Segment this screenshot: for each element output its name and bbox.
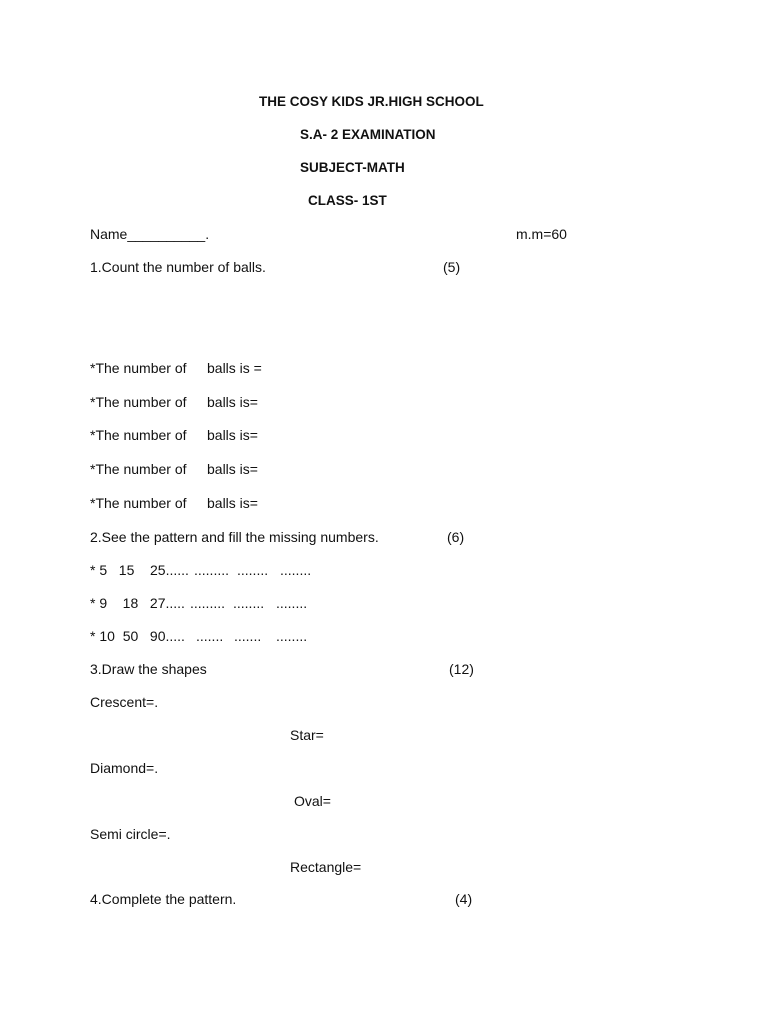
q1-line-answer: balls is= [207, 427, 258, 443]
max-marks: m.m=60 [516, 226, 567, 242]
q2-pattern-cell: * 5 15 [90, 562, 135, 578]
q2-pattern-cell: ........ [237, 562, 269, 578]
q1-title: 1.Count the number of balls. [90, 259, 266, 275]
exam-title: S.A- 2 EXAMINATION [300, 127, 436, 142]
school-name: THE COSY KIDS JR.HIGH SCHOOL [259, 94, 484, 109]
shape-prompt: Oval= [294, 793, 331, 809]
q2-marks: (6) [447, 529, 465, 545]
q1-line-prefix: *The number of [90, 495, 187, 511]
q3-title: 3.Draw the shapes [90, 661, 207, 677]
class-label: CLASS- 1ST [308, 193, 387, 208]
q2-pattern-cell: ....... [234, 628, 262, 644]
name-line: Name__________. [90, 226, 210, 242]
q2-pattern-cell: ........ [280, 562, 312, 578]
shape-prompt: Rectangle= [290, 859, 362, 875]
q2-pattern-cell: * 9 18 27..... [90, 595, 185, 611]
q4-title: 4.Complete the pattern. [90, 891, 237, 907]
q2-title: 2.See the pattern and fill the missing numbers. [90, 529, 379, 545]
q1-line-answer: balls is= [207, 394, 258, 410]
q1-line-prefix: *The number of [90, 427, 187, 443]
q1-line-answer: balls is= [207, 461, 258, 477]
q2-pattern-cell: * 10 50 90..... [90, 628, 185, 644]
q1-line-prefix: *The number of [90, 461, 187, 477]
q2-pattern-cell: ......... [190, 595, 226, 611]
shape-prompt: Diamond=. [90, 760, 159, 776]
q1-line-prefix: *The number of [90, 360, 187, 376]
q2-pattern-cell: ....... [196, 628, 224, 644]
q1-line-answer: balls is= [207, 495, 258, 511]
subject-label: SUBJECT-MATH [300, 160, 405, 175]
q2-pattern-cell: ........ [276, 595, 308, 611]
shape-prompt: Crescent=. [90, 694, 159, 710]
shape-prompt: Star= [290, 727, 324, 743]
q1-marks: (5) [443, 259, 461, 275]
q3-marks: (12) [449, 661, 474, 677]
q2-pattern-cell: 25...... [150, 562, 189, 578]
q4-marks: (4) [455, 891, 473, 907]
q1-line-answer: balls is = [207, 360, 262, 376]
q2-pattern-cell: ......... [194, 562, 230, 578]
q2-pattern-cell: ........ [276, 628, 308, 644]
q2-pattern-cell: ........ [233, 595, 265, 611]
shape-prompt: Semi circle=. [90, 826, 171, 842]
q1-line-prefix: *The number of [90, 394, 187, 410]
